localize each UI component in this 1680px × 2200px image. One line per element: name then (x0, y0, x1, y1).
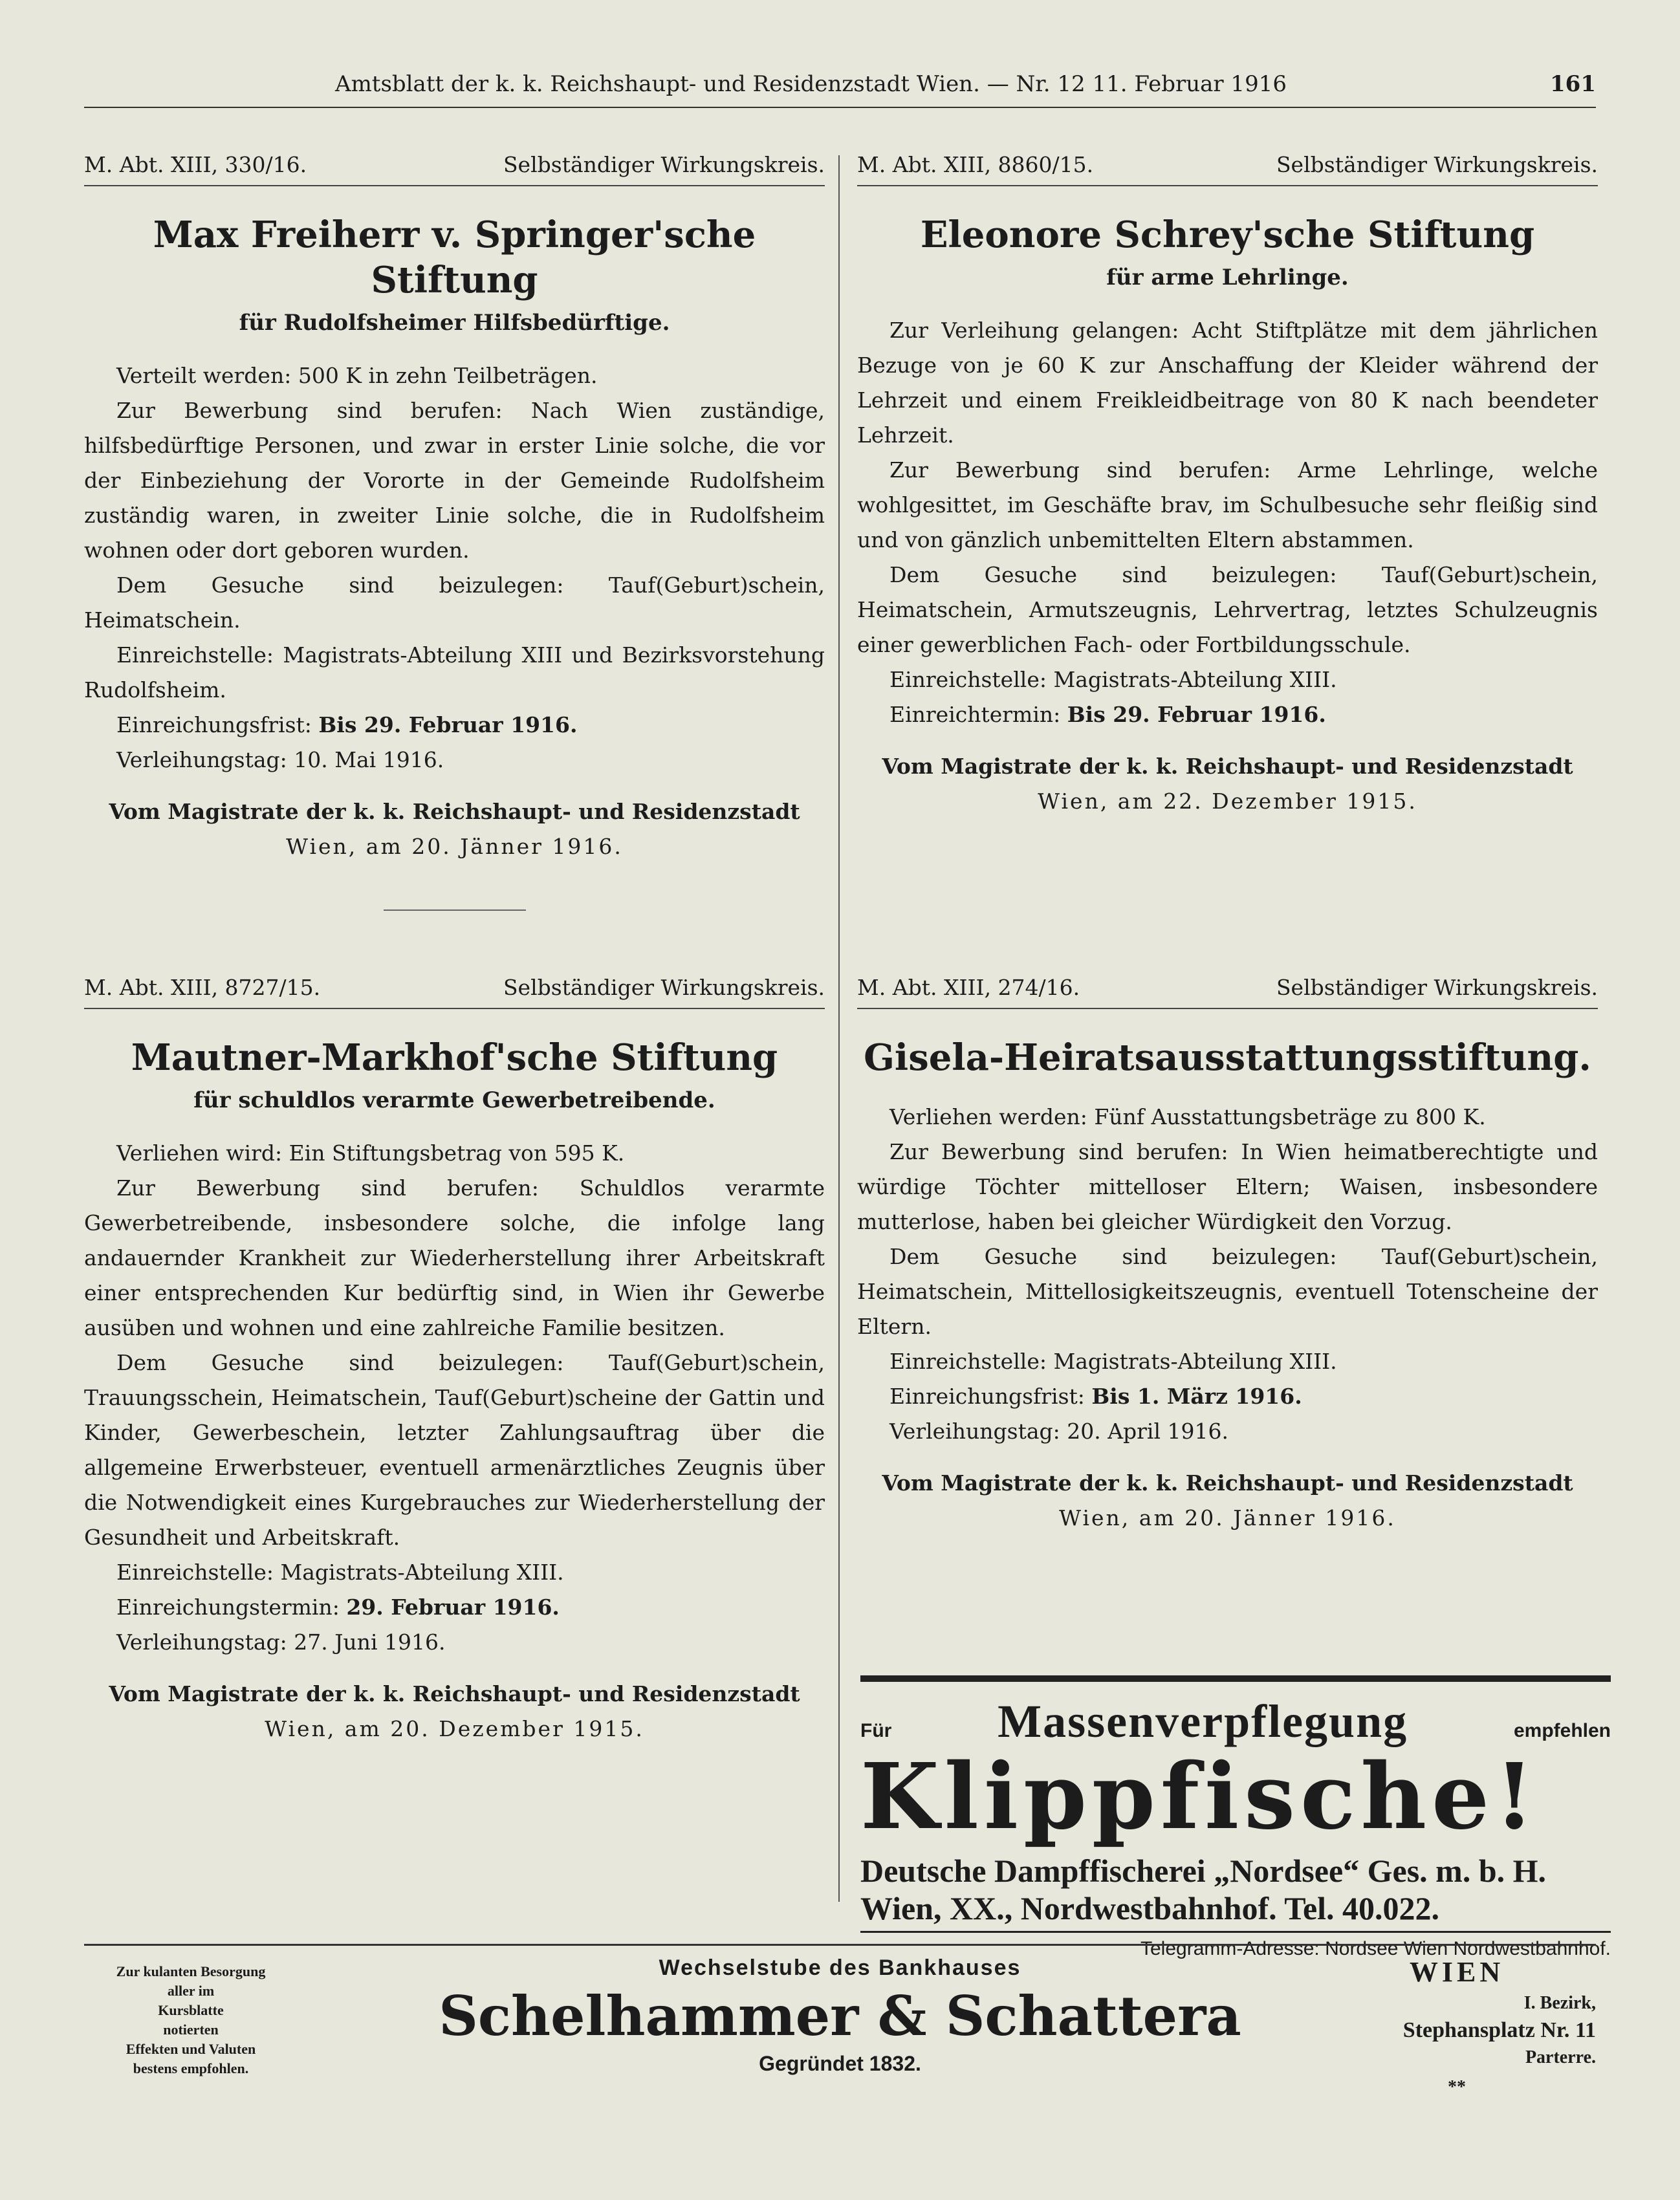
banner-left-line: bestens empfohlen. (133, 2060, 249, 2076)
paragraph (84, 708, 825, 743)
page-header (84, 61, 1596, 108)
deadline-value: Bis 1. März 1916. (1091, 1384, 1302, 1409)
notice-title: Eleonore Schrey'sche Stiftung (920, 213, 1535, 256)
ref-number: M. Abt. XIII, 330/16. (84, 152, 307, 177)
notice-gisela (857, 970, 1598, 1536)
paragraph: Verteilt werden: 500 K in zehn Teilbeträgen. (116, 363, 598, 388)
notice-title: Max Freiherr v. Springer'sche Stiftung (153, 213, 756, 301)
ad-address: Wien, XX., Nordwestbahnhof. Tel. 40.022. (860, 1890, 1611, 1933)
paragraph: Dem Gesuche sind beizulegen: Tauf(Geburt)schein, Trauungsschein, Heimatschein, Tauf(Geburt)scheine der Gattin und Kinder, Gewerbeschein, letzter Zahlungsauftrag über die allgemeine Erwerbsteuer, eventuell armenärztliches Zeugnis über die Notwendigkeit eines Kurgebrauches zur Wiederherstellung der Gesundheit und Arbeitskraft. (84, 1350, 825, 1550)
paragraph: Verleihungstag: 27. Juni 1916. (116, 1629, 446, 1655)
signature-authority: Vom Magistrate der k. k. Reichshaupt- und Residenzstadt (882, 754, 1573, 779)
kreis-label: Selbständiger Wirkungskreis. (503, 975, 825, 1000)
banner-right (1318, 1955, 1596, 2102)
deadline-value: 29. Februar 1916. (346, 1595, 560, 1620)
paragraph: Zur Bewerbung sind berufen: Schuldlos verarmte Gewerbetreibende, insbesondere solche, die infolge lang andauernder Krankheit zur Wiederherstellung ihrer Arbeitskraft einer entsprechenden Kur bedürftig sind, in Wien ihr Gewerbe ausüben und wohnen und eine zahlreiche Familie besitzen. (84, 1175, 825, 1340)
paragraph: Verleihungstag: 20. April 1916. (889, 1419, 1229, 1444)
ad-telegram: Telegramm-Adresse: Nordsee Wien Nordwestbahnhof. (1140, 1938, 1611, 1959)
signature-authority: Vom Magistrate der k. k. Reichshaupt- und Residenzstadt (882, 1470, 1573, 1496)
banner-left-line: Kursblatte (158, 2002, 224, 2018)
banner-exchange: Wechselstube des Bankhauses (659, 1955, 1021, 1980)
kreis-label: Selbständiger Wirkungskreis. (503, 152, 825, 177)
separator (384, 909, 526, 911)
paragraph: Verliehen wird: Ein Stiftungsbetrag von 595 K. (116, 1140, 625, 1166)
paragraph (84, 1590, 825, 1625)
deadline-value: Bis 29. Februar 1916. (318, 712, 578, 737)
signature-date: Wien, am 20. Jänner 1916. (286, 834, 623, 859)
notice-header (857, 147, 1598, 186)
banner-left-line: aller im (167, 1983, 215, 1999)
banner-street: Stephansplatz Nr. 11 (1402, 2018, 1596, 2042)
paragraph: Dem Gesuche sind beizulegen: Tauf(Geburt)schein, Heimatschein, Armutszeugnis, Lehrvertrag, letztes Schulzeugnis einer gewerblichen Fach- oder Fortbildungsschule. (857, 562, 1598, 657)
banner-center (317, 1955, 1363, 2076)
banner-floor: Parterre. (1525, 2047, 1596, 2067)
banner-founded: Gegründet 1832. (759, 2052, 921, 2075)
notice-schrey (857, 147, 1598, 819)
signature-date: Wien, am 20. Jänner 1916. (1059, 1505, 1396, 1530)
notice-header (84, 147, 825, 186)
paragraph: Verliehen werden: Fünf Ausstattungsbeträge zu 800 K. (889, 1104, 1486, 1129)
paragraph (857, 1379, 1598, 1414)
signature-date: Wien, am 20. Dezember 1915. (265, 1716, 644, 1741)
paragraph: Einreichstelle: Magistrats-Abteilung XIII. (116, 1560, 564, 1585)
kreis-label: Selbständiger Wirkungskreis. (1276, 975, 1598, 1000)
notice-title: Mautner-Markhof'sche Stiftung (131, 1036, 778, 1079)
deadline-label: Einreichungsfrist: (116, 712, 319, 737)
notice-header (84, 970, 825, 1009)
banner-left (84, 1962, 298, 2078)
ad-company: Deutsche Dampffischerei „Nordsee“ Ges. m. b. H. (860, 1853, 1547, 1889)
notice-title: Gisela-Heiratsausstattungsstiftung. (864, 1036, 1591, 1079)
kreis-label: Selbständiger Wirkungskreis. (1276, 152, 1598, 177)
banner-bank-name: Schelhammer & Schattera (439, 1984, 1241, 2048)
paragraph (857, 697, 1598, 732)
notice-subtitle: für arme Lehrlinge. (1106, 265, 1349, 290)
banner-left-line: Effekten und Valuten (125, 2041, 256, 2057)
paragraph: Zur Bewerbung sind berufen: Nach Wien zuständige, hilfsbedürftige Personen, und zwar in erster Linie solche, die vor der Einbeziehung der Vororte in der Gemeinde Rudolfsheim zuständig waren, in zweiter Linie solche, die in Rudolfsheim wohnen oder dort geboren wurden. (84, 398, 825, 563)
deadline-label: Einreichungsfrist: (889, 1384, 1092, 1409)
paragraph: Zur Bewerbung sind berufen: Arme Lehrlinge, welche wohlgesittet, im Geschäfte brav, im Schulbesuche sehr fleißig sind und von gänzlich unbemittelten Eltern abstammen. (857, 457, 1598, 552)
paragraph: Zur Verleihung gelangen: Acht Stiftplätze mit dem jährlichen Bezuge von je 60 K zur Anschaffung der Kleider während der Lehrzeit und einem Freikleidbeitrage von 80 K nach beendeter Lehrzeit. (857, 318, 1598, 448)
notice-subtitle: für schuldlos verarmte Gewerbetreibende. (193, 1087, 715, 1113)
banner-district: I. Bezirk, (1523, 1993, 1596, 2013)
ad-headline (860, 1695, 1611, 1748)
paragraph: Einreichstelle: Magistrats-Abteilung XIII. (889, 667, 1337, 692)
page-number: 161 (1550, 71, 1596, 97)
bank-banner (84, 1944, 1596, 2095)
paragraph: Einreichstelle: Magistrats-Abteilung XIII und Bezirksvorstehung Rudolfsheim. (84, 642, 825, 702)
deadline-label: Einreichungstermin: (116, 1595, 347, 1620)
ad-fuer: Für (860, 1720, 892, 1741)
deadline-label: Einreichtermin: (889, 702, 1067, 727)
banner-stars: ** (1448, 2077, 1466, 2097)
ad-massenverpflegung: Massenverpflegung (998, 1695, 1408, 1747)
banner-left-line: notierten (163, 2021, 219, 2038)
ref-number: M. Abt. XIII, 8860/15. (857, 152, 1094, 177)
banner-city: WIEN (1409, 1956, 1505, 1988)
ref-number: M. Abt. XIII, 274/16. (857, 975, 1080, 1000)
paragraph: Dem Gesuche sind beizulegen: Tauf(Geburt)schein, Heimatschein. (84, 572, 825, 633)
paragraph: Zur Bewerbung sind berufen: In Wien heimatberechtigte und würdige Töchter mittelloser Eltern; Waisen, insbesondere mutterlose, haben bei gleicher Würdigkeit den Vorzug. (857, 1139, 1598, 1234)
signature-authority: Vom Magistrate der k. k. Reichshaupt- und Residenzstadt (109, 799, 800, 824)
notice-mautner (84, 970, 825, 1747)
ad-product: Klippfische! (860, 1744, 1540, 1850)
paragraph: Dem Gesuche sind beizulegen: Tauf(Geburt)schein, Heimatschein, Mittellosigkeitszeugnis, eventuell Totenscheine der Eltern. (857, 1244, 1598, 1339)
signature-date: Wien, am 22. Dezember 1915. (1038, 789, 1417, 814)
notice-subtitle: für Rudolfsheimer Hilfsbedürftige. (239, 310, 670, 336)
notice-header (857, 970, 1598, 1009)
signature-authority: Vom Magistrate der k. k. Reichshaupt- und Residenzstadt (109, 1681, 800, 1706)
paragraph: Einreichstelle: Magistrats-Abteilung XIII. (889, 1349, 1337, 1374)
paragraph: Verleihungstag: 10. Mai 1916. (116, 747, 444, 772)
deadline-value: Bis 29. Februar 1916. (1067, 702, 1326, 727)
header-title: Amtsblatt der k. k. Reichshaupt- und Residenzstadt Wien. — Nr. 12 11. Februar 1916 (335, 71, 1287, 97)
notice-springer (84, 147, 825, 911)
banner-left-line: Zur kulanten Besorgung (116, 1963, 266, 1979)
ad-empfehlen: empfehlen (1513, 1720, 1611, 1741)
column-divider (838, 155, 840, 1902)
ref-number: M. Abt. XIII, 8727/15. (84, 975, 321, 1000)
